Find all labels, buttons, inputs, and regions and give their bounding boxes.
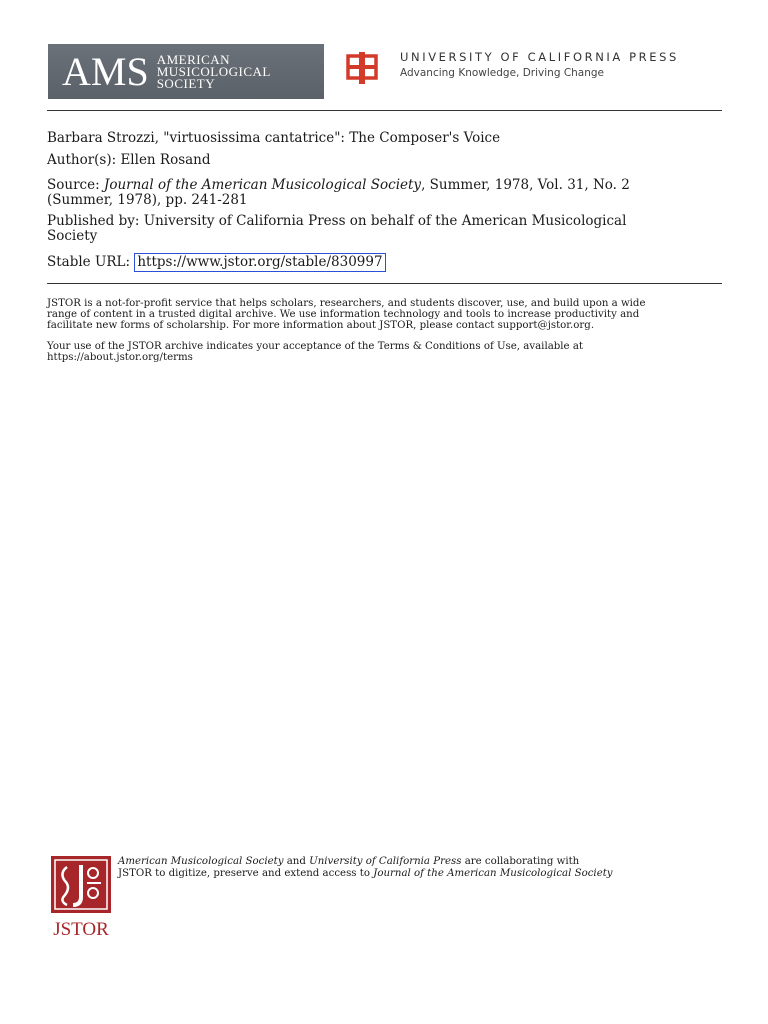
published-label: Published by:: [47, 213, 140, 229]
notice-line: JSTOR is a not-for-profit service that helps scholars, researchers, and students discover, use, and build upon a wide: [47, 298, 646, 309]
ams-logo-abbr: AMS: [62, 48, 149, 94]
collab-text: are collaborating with: [464, 856, 580, 867]
author-name: Ellen Rosand: [120, 152, 211, 168]
source-label: Source:: [47, 177, 100, 193]
collab-journal: Journal of the American Musicological Society: [373, 868, 613, 879]
jstor-notice: [47, 298, 727, 331]
ucp-logo: [346, 50, 716, 90]
org-ams: American Musicological Society: [118, 856, 284, 867]
source-details: , Summer, 1978, Vol. 31, No. 2: [421, 177, 630, 193]
ams-logo-line3: SOCIETY: [156, 75, 216, 91]
publisher-name-cont: Society: [47, 228, 98, 244]
ucp-mark-icon: [346, 52, 378, 84]
stable-url-line: [47, 253, 727, 272]
source-details-cont: (Summer, 1978), pp. 241-281: [47, 192, 248, 208]
source-journal: Journal of the American Musicological Society: [103, 177, 422, 193]
author-line: [47, 153, 727, 168]
jstor-logo: [47, 855, 115, 940]
notice-line: range of content in a trusted digital archive. We use information technology and tools to increase productivity and: [47, 309, 640, 320]
collab-text-cont: JSTOR to digitize, preserve and extend access to: [118, 868, 370, 879]
source-line: [47, 178, 727, 208]
ams-logo-line1: AMERICAN: [156, 51, 231, 67]
author-label: Author(s):: [47, 152, 117, 168]
stable-url-label: Stable URL:: [47, 254, 131, 270]
ucp-name: UNIVERSITY OF CALIFORNIA PRESS: [400, 50, 679, 64]
org-ucp: University of California Press: [309, 856, 462, 867]
notice-line: facilitate new forms of scholarship. For more information about JSTOR, please contact support@jstor.org.: [47, 320, 595, 331]
article-title: Barbara Strozzi, "virtuosissima cantatrice": The Composer's Voice: [47, 130, 501, 146]
collaboration-statement: [118, 856, 718, 880]
ams-logo-line2: MUSICOLOGICAL: [156, 63, 271, 79]
stable-url-link[interactable]: https://www.jstor.org/stable/830997: [134, 253, 385, 272]
terms-line: Your use of the JSTOR archive indicates your acceptance of the Terms & Conditions of Use, available at: [47, 341, 583, 352]
terms-notice: [47, 341, 727, 363]
divider-top: [47, 110, 722, 111]
ams-logo: [48, 44, 324, 99]
jstor-logo-icon: [47, 855, 115, 915]
terms-link[interactable]: https://about.jstor.org/terms: [47, 352, 193, 363]
conjunction: and: [286, 856, 306, 867]
jstor-wordmark: JSTOR: [53, 919, 109, 940]
divider-middle: [47, 283, 722, 284]
ams-logo-name: [156, 51, 271, 91]
publisher-name: University of California Press on behalf of the American Musicological: [143, 213, 627, 229]
publisher-line: [47, 214, 727, 244]
ucp-tagline: Advancing Knowledge, Driving Change: [400, 67, 605, 79]
